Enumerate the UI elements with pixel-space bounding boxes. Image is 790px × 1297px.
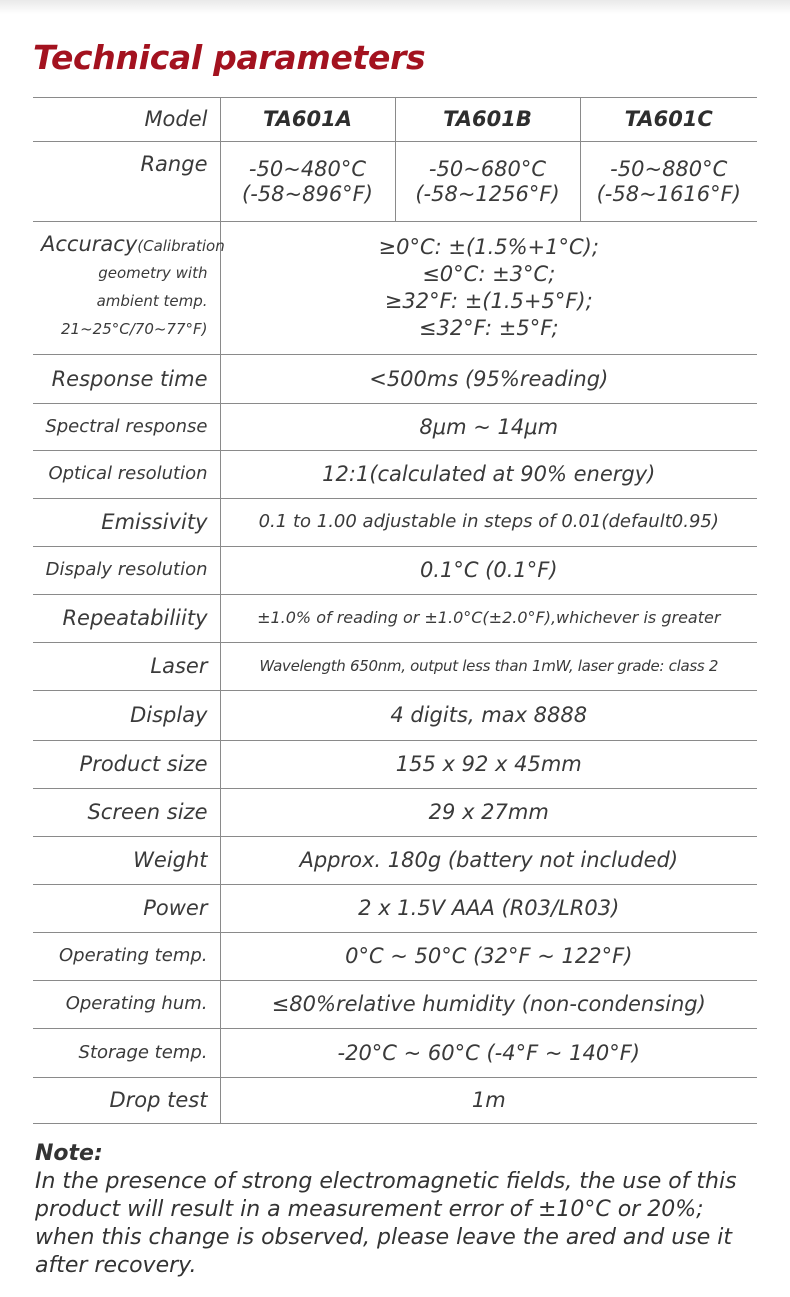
row-value: 0.1°C (0.1°F): [220, 547, 757, 595]
range-c-celsius: -50~880°C: [610, 157, 728, 182]
table-row: [33, 355, 757, 404]
row-label-accuracy: [33, 222, 225, 355]
page-title: Technical parameters: [33, 38, 426, 77]
table-row: [33, 1029, 757, 1078]
spec-table: [33, 97, 757, 1124]
range-b-fahrenheit: (-58~1256°F): [415, 181, 560, 206]
accuracy-line: ≥32°F: ±(1.5+5°F);: [384, 289, 593, 313]
table-row: [33, 404, 757, 451]
range-ta601c: [580, 142, 757, 222]
range-b-celsius: -50~680°C: [428, 157, 547, 182]
row-label: Optical resolution: [33, 451, 220, 499]
table-row-range: [33, 142, 757, 222]
row-label-range: Range: [33, 142, 220, 222]
row-label: Repeatabiliity: [33, 595, 220, 643]
accuracy-label: Accuracy: [41, 231, 138, 256]
row-label: Storage temp.: [33, 1029, 220, 1078]
row-label: Screen size: [33, 789, 220, 837]
accuracy-value: [220, 222, 757, 355]
row-label: Laser: [33, 643, 220, 691]
range-c-fahrenheit: (-58~1616°F): [596, 181, 741, 206]
row-value: 8μm ~ 14μm: [220, 404, 757, 451]
range-a-fahrenheit: (-58~896°F): [242, 181, 373, 206]
row-value: 155 x 92 x 45mm: [220, 741, 757, 789]
row-value: 4 digits, max 8888: [220, 691, 757, 741]
note-line: when this change is observed, please leave the ared and use it: [35, 1224, 732, 1250]
row-value: 0°C ~ 50°C (32°F ~ 122°F): [220, 933, 757, 981]
range-a-celsius: -50~480°C: [248, 157, 367, 182]
accuracy-note-2: geometry with: [98, 264, 208, 283]
table-row: [33, 885, 757, 933]
row-label: Drop test: [33, 1078, 220, 1124]
row-value: 0.1 to 1.00 adjustable in steps of 0.01(default0.95): [220, 499, 757, 547]
top-shadow: [0, 0, 790, 14]
range-ta601b: [395, 142, 580, 222]
model-ta601c: TA601C: [580, 98, 757, 142]
row-value: -20°C ~ 60°C (-4°F ~ 140°F): [220, 1029, 757, 1078]
row-value: 2 x 1.5V AAA (R03/LR03): [220, 885, 757, 933]
row-label: Display: [33, 691, 220, 741]
table-row: [33, 981, 757, 1029]
row-label: Product size: [33, 741, 220, 789]
table-row: [33, 741, 757, 789]
table-row: [33, 789, 757, 837]
note-title: Note:: [35, 1141, 103, 1166]
row-value: 1m: [220, 1078, 757, 1124]
accuracy-line: ≤0°C: ±3°C;: [422, 262, 556, 287]
table-row-model: [33, 98, 757, 142]
model-ta601b: TA601B: [395, 98, 580, 142]
row-label: Emissivity: [33, 499, 220, 547]
table-row: [33, 547, 757, 595]
table-row: [33, 691, 757, 741]
table-row: [33, 837, 757, 885]
table-row: [33, 643, 757, 691]
row-label: Spectral response: [33, 404, 220, 451]
accuracy-note-4: 21~25°C/70~77°F): [61, 319, 208, 338]
note-block: [35, 1140, 755, 1280]
row-label: Power: [33, 885, 220, 933]
row-value: Wavelength 650nm, output less than 1mW, laser grade: class 2: [220, 643, 757, 691]
model-ta601a: TA601A: [220, 98, 395, 142]
accuracy-note-1: (Calibration: [137, 236, 225, 255]
accuracy-note-3: ambient temp.: [96, 292, 208, 310]
table-row: [33, 933, 757, 981]
row-label: Response time: [33, 355, 220, 404]
row-value: ±1.0% of reading or ±1.0°C(±2.0°F),whichever is greater: [220, 595, 757, 643]
table-row: [33, 595, 757, 643]
row-label: Operating temp.: [33, 933, 220, 981]
table-row-accuracy: [33, 222, 757, 355]
row-value: 29 x 27mm: [220, 789, 757, 837]
accuracy-line: ≥0°C: ±(1.5%+1°C);: [378, 235, 599, 260]
row-label: Weight: [33, 837, 220, 885]
note-line: after recovery.: [35, 1252, 197, 1278]
table-row: [33, 499, 757, 547]
note-line: product will result in a measurement error of ±10°C or 20%;: [35, 1196, 704, 1222]
row-label-model: Model: [33, 98, 220, 142]
row-value: Approx. 180g (battery not included): [220, 837, 757, 885]
row-value: ≤80%relative humidity (non-condensing): [220, 981, 757, 1029]
row-label: Operating hum.: [33, 981, 220, 1029]
row-value: <500ms (95%reading): [220, 355, 757, 404]
accuracy-line: ≤32°F: ±5°F;: [418, 315, 559, 340]
row-label: Dispaly resolution: [33, 547, 220, 595]
table-row: [33, 451, 757, 499]
note-line: In the presence of strong electromagnetic fields, the use of this: [35, 1168, 737, 1194]
range-ta601a: [220, 142, 395, 222]
table-row: [33, 1078, 757, 1124]
row-value: 12:1(calculated at 90% energy): [220, 451, 757, 499]
